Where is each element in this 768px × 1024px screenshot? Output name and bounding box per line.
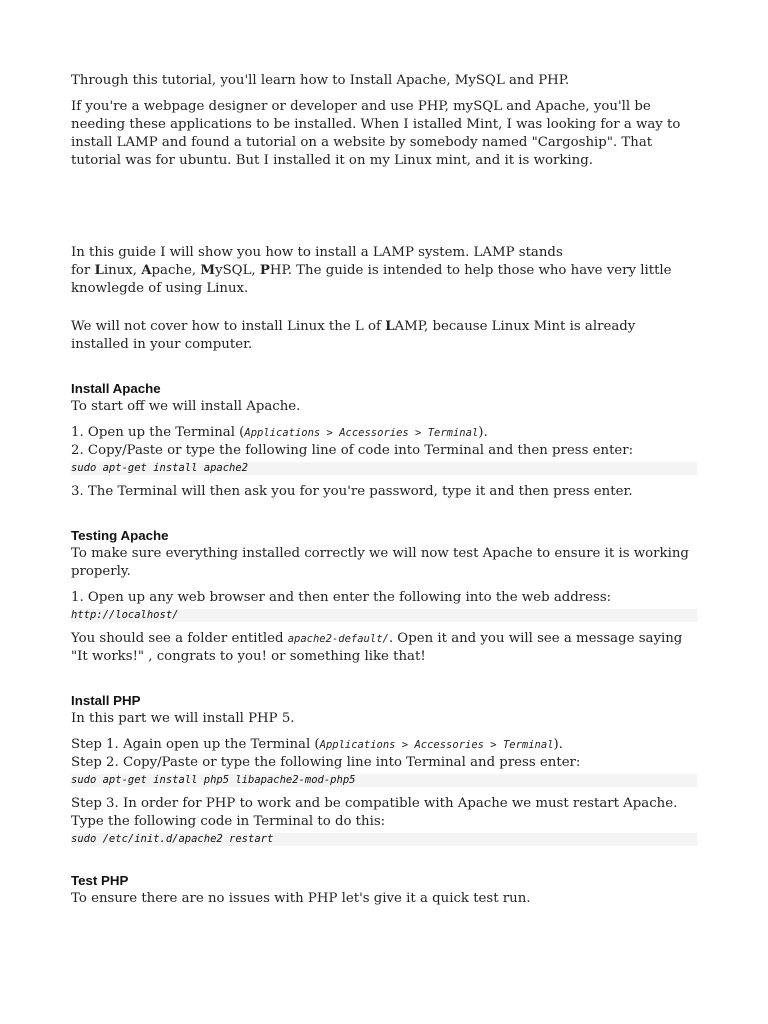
guide-text: for [71,263,95,278]
guide-text: We will not cover how to install Linux the L of [71,319,386,334]
install-php-step-3: Step 3. In order for PHP to work and be compatible with Apache we must restart Apache. Type the following code in Terminal to do this: [71,796,678,829]
result-text: . Open it and you will see a message saying "It works!" , congrats to you! or something like that! [71,631,683,664]
guide-paragraph-1 [71,244,697,298]
code-block: http://localhost/ [71,609,697,622]
spacer [71,362,697,380]
result-text: You should see a folder entitled [71,631,288,646]
guide-paragraph-2 [71,318,697,354]
code-block: sudo apt-get install apache2 [71,462,697,475]
install-apache-intro: To start off we will install Apache. [71,399,301,414]
testing-apache-step-1: 1. Open up any web browser and then enter the following into the web address: [71,590,612,605]
section-heading-install-apache: Install Apache [71,381,161,396]
guide-text: AMP, because Linux Mint is already installed in your computer. [71,319,636,352]
guide-text: HP. The guide is intended to help those who have very little knowlegde of using Linux. [71,263,672,296]
step-text: ). [553,737,563,752]
section-heading-install-php: Install PHP [71,693,141,708]
menu-path: Applications > Accessories > Terminal [244,427,479,439]
guide-line-1: In this guide I will show you how to install a LAMP system. LAMP stands [71,245,563,260]
acronym-letter: M [200,263,216,278]
folder-name: apache2-default/ [287,633,389,645]
guide-text: ySQL, [215,263,260,278]
section-heading-testing-apache: Testing Apache [71,528,169,543]
intro-paragraph-2: If you're a webpage designer or developer and use PHP, mySQL and Apache, you'll be needing these applications to be installed. When I istalled Mint, I was looking for a way to install LAMP and found a tutorial on a website by somebody named "Cargoship". That tutorial was for ubuntu. But I installed it on my Linux mint, and it is working. [71,99,681,168]
guide-text: pache, [151,263,201,278]
install-apache-step-1 [71,424,697,442]
spacer [71,509,697,527]
testing-apache-intro: To make sure everything installed correctly we will now test Apache to ensure it is working properly. [71,546,689,579]
spacer [71,674,697,692]
install-apache-step-3: 3. The Terminal will then ask you for you're password, type it and then press enter. [71,484,633,499]
testing-apache-result [71,630,697,666]
acronym-letter: L [385,319,395,334]
spacer [71,178,697,244]
acronym-letter: P [259,263,270,278]
install-php-step-1 [71,736,697,754]
step-text: ). [478,425,488,440]
acronym-letter: L [94,263,104,278]
spacer [71,854,697,872]
intro-paragraph-1: Through this tutorial, you'll learn how to Install Apache, MySQL and PHP. [71,73,570,88]
acronym-letter: A [141,263,152,278]
test-php-intro: To ensure there are no issues with PHP let's give it a quick test run. [71,891,531,906]
install-php-intro: In this part we will install PHP 5. [71,711,295,726]
menu-path: Applications > Accessories > Terminal [319,739,554,751]
step-text: Step 1. Again open up the Terminal ( [71,737,320,752]
code-block: sudo /etc/init.d/apache2 restart [71,833,697,846]
spacer [71,306,697,318]
guide-text: inux, [103,263,142,278]
document-body [71,72,697,916]
section-heading-test-php: Test PHP [71,873,129,888]
install-apache-step-2: 2. Copy/Paste or type the following line of code into Terminal and then press enter: [71,443,634,458]
install-php-step-2: Step 2. Copy/Paste or type the following line into Terminal and press enter: [71,755,581,770]
step-text: 1. Open up the Terminal ( [71,425,245,440]
code-block: sudo apt-get install php5 libapache2-mod-php5 [71,774,697,787]
